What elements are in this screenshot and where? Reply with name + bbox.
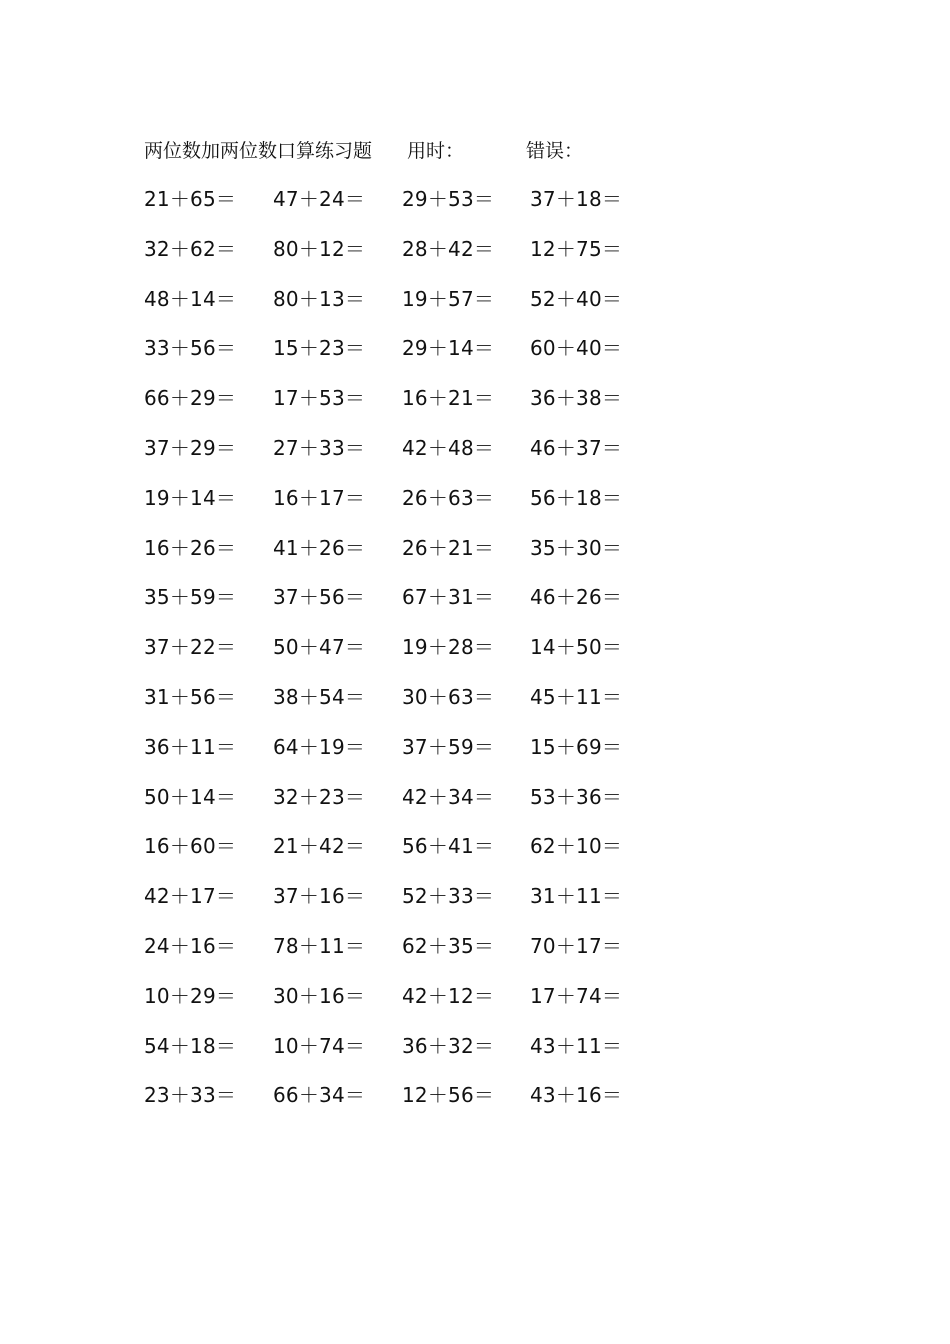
errors-label: 错误： — [526, 140, 584, 162]
problem-item: 41＋26＝ — [273, 535, 366, 560]
problem-item: 30＋16＝ — [273, 983, 366, 1008]
problem-item: 50＋14＝ — [144, 784, 237, 809]
problem-item: 29＋14＝ — [402, 336, 495, 361]
problem-item: 37＋56＝ — [273, 585, 366, 610]
worksheet-title: 两位数加两位数口算练习题 — [144, 140, 373, 162]
problem-item: 56＋41＝ — [402, 834, 495, 859]
problem-item: 19＋14＝ — [144, 485, 237, 510]
problem-item: 70＋17＝ — [530, 933, 623, 958]
problem-item: 16＋60＝ — [144, 834, 237, 859]
problem-item: 15＋23＝ — [273, 336, 366, 361]
problem-item: 43＋11＝ — [530, 1033, 623, 1058]
problem-row — [144, 782, 744, 832]
problem-item: 47＋24＝ — [273, 187, 366, 211]
problem-item: 37＋59＝ — [402, 734, 495, 759]
problem-item: 52＋40＝ — [530, 286, 623, 311]
problem-grid — [144, 184, 744, 1130]
problem-item: 48＋14＝ — [144, 286, 237, 311]
problem-item: 21＋65＝ — [144, 187, 237, 211]
problem-item: 36＋11＝ — [144, 734, 237, 759]
problem-item: 42＋34＝ — [402, 784, 495, 809]
worksheet-header — [144, 136, 844, 166]
problem-row — [144, 433, 744, 483]
problem-item: 16＋21＝ — [402, 386, 495, 411]
problem-item: 24＋16＝ — [144, 933, 237, 958]
problem-item: 17＋74＝ — [530, 983, 623, 1008]
problem-item: 12＋75＝ — [530, 236, 623, 261]
problem-item: 33＋56＝ — [144, 336, 237, 361]
problem-row — [144, 234, 744, 284]
problem-item: 37＋29＝ — [144, 435, 237, 460]
problem-row — [144, 931, 744, 981]
problem-item: 23＋33＝ — [144, 1083, 237, 1108]
problem-item: 54＋18＝ — [144, 1033, 237, 1058]
problem-row — [144, 1080, 744, 1130]
problem-item: 42＋12＝ — [402, 983, 495, 1008]
problem-item: 78＋11＝ — [273, 933, 366, 958]
problem-item: 17＋53＝ — [273, 386, 366, 411]
problem-item: 67＋31＝ — [402, 585, 495, 610]
problem-item: 50＋47＝ — [273, 635, 366, 660]
problem-item: 28＋42＝ — [402, 236, 495, 261]
problem-row — [144, 632, 744, 682]
problem-row — [144, 831, 744, 881]
problem-item: 42＋17＝ — [144, 884, 237, 909]
problem-item: 27＋33＝ — [273, 435, 366, 460]
problem-row — [144, 582, 744, 632]
problem-item: 12＋56＝ — [402, 1083, 495, 1108]
problem-row — [144, 881, 744, 931]
problem-item: 21＋42＝ — [273, 834, 366, 859]
problem-item: 37＋22＝ — [144, 635, 237, 660]
problem-row — [144, 682, 744, 732]
problem-row — [144, 732, 744, 782]
problem-item: 32＋62＝ — [144, 236, 237, 261]
problem-item: 62＋10＝ — [530, 834, 623, 859]
problem-item: 43＋16＝ — [530, 1083, 623, 1108]
problem-item: 26＋63＝ — [402, 485, 495, 510]
problem-item: 19＋28＝ — [402, 635, 495, 660]
problem-item: 53＋36＝ — [530, 784, 623, 809]
problem-item: 64＋19＝ — [273, 734, 366, 759]
problem-item: 60＋40＝ — [530, 336, 623, 361]
problem-item: 80＋12＝ — [273, 236, 366, 261]
time-used-label: 用时： — [407, 140, 465, 162]
problem-item: 36＋32＝ — [402, 1033, 495, 1058]
problem-item: 38＋54＝ — [273, 684, 366, 709]
problem-item: 14＋50＝ — [530, 635, 623, 660]
problem-item: 37＋16＝ — [273, 884, 366, 909]
problem-row — [144, 1031, 744, 1081]
problem-item: 66＋29＝ — [144, 386, 237, 411]
problem-row — [144, 533, 744, 583]
problem-item: 52＋33＝ — [402, 884, 495, 909]
problem-item: 16＋17＝ — [273, 485, 366, 510]
problem-item: 15＋69＝ — [530, 734, 623, 759]
problem-item: 56＋18＝ — [530, 485, 623, 510]
problem-item: 10＋29＝ — [144, 983, 237, 1008]
problem-item: 36＋38＝ — [530, 386, 623, 411]
problem-item: 10＋74＝ — [273, 1033, 366, 1058]
problem-row — [144, 981, 744, 1031]
problem-row — [144, 383, 744, 433]
problem-item: 62＋35＝ — [402, 933, 495, 958]
problem-item: 35＋59＝ — [144, 585, 237, 610]
problem-item: 80＋13＝ — [273, 286, 366, 311]
problem-item: 42＋48＝ — [402, 435, 495, 460]
problem-item: 31＋11＝ — [530, 884, 623, 909]
problem-item: 37＋18＝ — [530, 187, 623, 211]
problem-row — [144, 483, 744, 533]
problem-item: 46＋37＝ — [530, 435, 623, 460]
problem-row — [144, 184, 744, 234]
problem-item: 46＋26＝ — [530, 585, 623, 610]
problem-row — [144, 284, 744, 334]
problem-item: 16＋26＝ — [144, 535, 237, 560]
problem-row — [144, 333, 744, 383]
problem-item: 35＋30＝ — [530, 535, 623, 560]
problem-item: 32＋23＝ — [273, 784, 366, 809]
problem-item: 45＋11＝ — [530, 684, 623, 709]
problem-item: 29＋53＝ — [402, 187, 495, 211]
problem-item: 31＋56＝ — [144, 684, 237, 709]
problem-item: 19＋57＝ — [402, 286, 495, 311]
problem-item: 26＋21＝ — [402, 535, 495, 560]
problem-item: 30＋63＝ — [402, 684, 495, 709]
problem-item: 66＋34＝ — [273, 1083, 366, 1108]
